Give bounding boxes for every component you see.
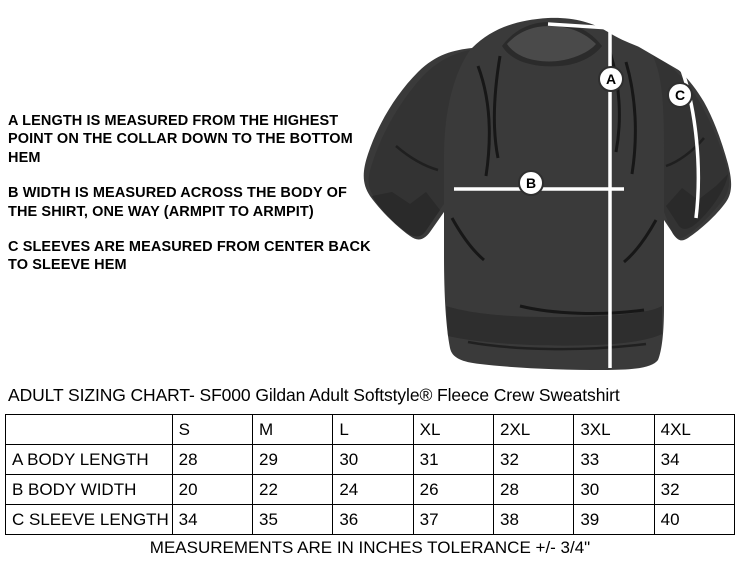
header-size-xl: XL — [413, 415, 493, 445]
cell-body-width-s: 20 — [172, 475, 252, 505]
header-size-s: S — [172, 415, 252, 445]
instruction-a: A LENGTH IS MEASURED FROM THE HIGHEST POINT ON THE COLLAR DOWN TO THE BOTTOM HEM — [8, 113, 353, 166]
header-size-3xl: 3XL — [574, 415, 654, 445]
sizing-table — [5, 414, 735, 535]
header-size-4xl: 4XL — [654, 415, 734, 445]
sweatshirt-illustration — [352, 6, 740, 378]
table-row — [6, 505, 735, 535]
callout-badge-a: A — [598, 66, 624, 92]
measurement-units-note: MEASUREMENTS ARE IN INCHES TOLERANCE +/- 3/4" — [149, 538, 591, 557]
header-size-l: L — [333, 415, 413, 445]
table-row — [6, 445, 735, 475]
cell-body-width-2xl: 28 — [493, 475, 573, 505]
cell-body-length-l: 30 — [333, 445, 413, 475]
cell-body-length-s: 28 — [172, 445, 252, 475]
header-size-2xl: 2XL — [493, 415, 573, 445]
cell-body-length-xl: 31 — [413, 445, 493, 475]
sweatshirt-body-shape — [364, 18, 731, 370]
table-header-row — [6, 415, 735, 445]
cell-sleeve-length-l: 36 — [333, 505, 413, 535]
instruction-c: C SLEEVES ARE MEASURED FROM CENTER BACK TO SLEEVE HEM — [8, 239, 371, 274]
cell-sleeve-length-2xl: 38 — [493, 505, 573, 535]
cell-sleeve-length-3xl: 39 — [574, 505, 654, 535]
instruction-b: B WIDTH IS MEASURED ACROSS THE BODY OF THE SHIRT, ONE WAY (ARMPIT TO ARMPIT) — [8, 185, 347, 220]
cell-sleeve-length-m: 35 — [253, 505, 333, 535]
cell-body-length-m: 29 — [253, 445, 333, 475]
cell-sleeve-length-xl: 37 — [413, 505, 493, 535]
cell-sleeve-length-4xl: 40 — [654, 505, 734, 535]
callout-badge-b: B — [518, 170, 544, 196]
chart-title: ADULT SIZING CHART- SF000 Gildan Adult Softstyle® Fleece Crew Sweatshirt — [8, 385, 620, 405]
header-corner — [6, 415, 173, 445]
measurement-instructions — [8, 112, 378, 275]
cell-sleeve-length-s: 34 — [172, 505, 252, 535]
row-label-body-width: B BODY WIDTH — [6, 475, 173, 505]
cell-body-width-3xl: 30 — [574, 475, 654, 505]
cell-body-length-3xl: 33 — [574, 445, 654, 475]
table-row — [6, 475, 735, 505]
header-size-m: M — [253, 415, 333, 445]
cell-body-width-m: 22 — [253, 475, 333, 505]
row-label-body-length: A BODY LENGTH — [6, 445, 173, 475]
cell-body-length-4xl: 34 — [654, 445, 734, 475]
cell-body-width-4xl: 32 — [654, 475, 734, 505]
cell-body-length-2xl: 32 — [493, 445, 573, 475]
row-label-sleeve-length: C SLEEVE LENGTH — [6, 505, 173, 535]
callout-badge-c: C — [667, 82, 693, 108]
cell-body-width-xl: 26 — [413, 475, 493, 505]
cell-body-width-l: 24 — [333, 475, 413, 505]
